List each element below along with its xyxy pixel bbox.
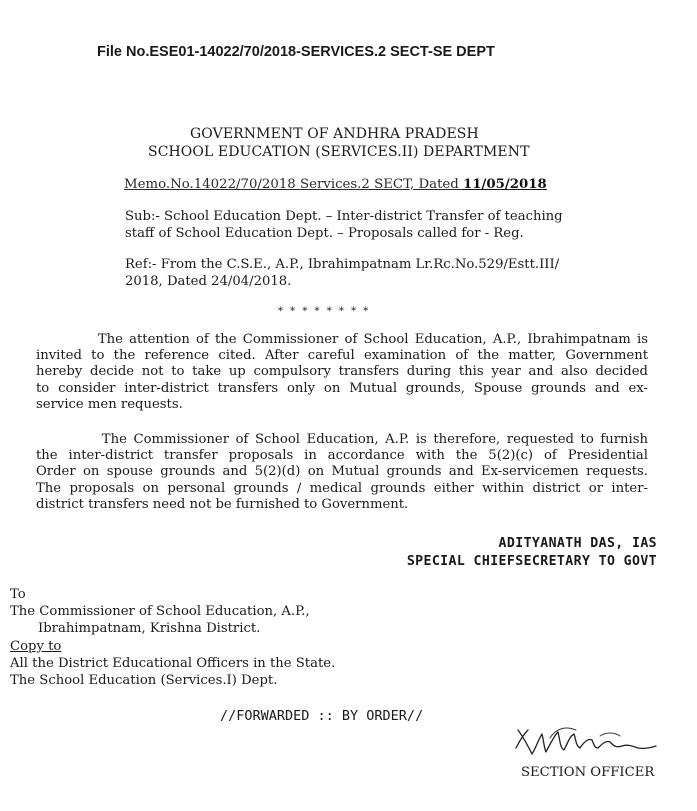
reference-line: 2018, Dated 24/04/2018. xyxy=(125,274,292,289)
to-label: To xyxy=(10,587,26,602)
file-number: File No.ESE01-14022/70/2018-SERVICES.2 SECT-SE DEPT xyxy=(97,44,495,60)
paragraph-line: The Commissioner of School Education, A.P. is therefore, requested to furnish xyxy=(36,432,648,447)
paragraph-line: service men requests. xyxy=(36,396,183,412)
memo-date: 11/05/2018 xyxy=(463,177,547,192)
copy-to-label: Copy to xyxy=(10,639,62,654)
paragraph-2 xyxy=(36,432,648,513)
forwarded-by-order: //FORWARDED :: BY ORDER// xyxy=(220,708,424,724)
paragraph-line: The attention of the Commissioner of School Education, A.P., Ibrahimpatnam is xyxy=(36,332,648,347)
department-heading: SCHOOL EDUCATION (SERVICES.II) DEPARTMENT xyxy=(148,144,530,160)
copy-recipient: All the District Educational Officers in the State. xyxy=(10,656,336,671)
signatory-name: ADITYANATH DAS, IAS xyxy=(498,536,657,551)
handwritten-signature xyxy=(510,718,660,766)
paragraph-line: to consider inter-district transfers only on Mutual grounds, Spouse grounds and ex- xyxy=(36,380,648,396)
reference-block xyxy=(125,256,559,290)
to-addressee: The Commissioner of School Education, A.P., xyxy=(10,604,310,619)
government-heading: GOVERNMENT OF ANDHRA PRADESH xyxy=(190,126,479,142)
paragraph-1 xyxy=(36,332,648,413)
memo-number: Memo.No.14022/70/2018 Services.2 SECT, Dated xyxy=(124,177,464,192)
signatory-title: SPECIAL CHIEFSECRETARY TO GOVT xyxy=(406,554,657,569)
subject-line: Sub:- School Education Dept. – Inter-district Transfer of teaching xyxy=(125,209,563,224)
subject-line: staff of School Education Dept. – Proposals called for - Reg. xyxy=(125,226,524,241)
paragraph-line: district transfers need not be furnished to Government. xyxy=(36,496,409,512)
paragraph-line: Order on spouse grounds and 5(2)(d) on Mutual grounds and Ex-servicemen requests. xyxy=(36,464,648,480)
separator: * * * * * * * * xyxy=(278,306,371,317)
memo-line xyxy=(124,177,547,192)
section-officer-label: SECTION OFFICER xyxy=(521,765,655,780)
copy-recipient: The School Education (Services.I) Dept. xyxy=(10,673,278,688)
paragraph-line: hereby decide not to take up compulsory transfers during this year and also decided xyxy=(36,364,648,380)
paragraph-line: invited to the reference cited. After careful examination of the matter, Government xyxy=(36,348,648,364)
subject-block xyxy=(125,208,563,242)
reference-line: Ref:- From the C.S.E., A.P., Ibrahimpatnam Lr.Rc.No.529/Estt.III/ xyxy=(125,257,560,272)
paragraph-line: the inter-district transfer proposals in accordance with the 5(2)(c) of Presidential xyxy=(36,448,648,464)
to-address: Ibrahimpatnam, Krishna District. xyxy=(38,621,261,636)
paragraph-line: The proposals on personal grounds / medical grounds either within district or inter- xyxy=(36,480,648,496)
